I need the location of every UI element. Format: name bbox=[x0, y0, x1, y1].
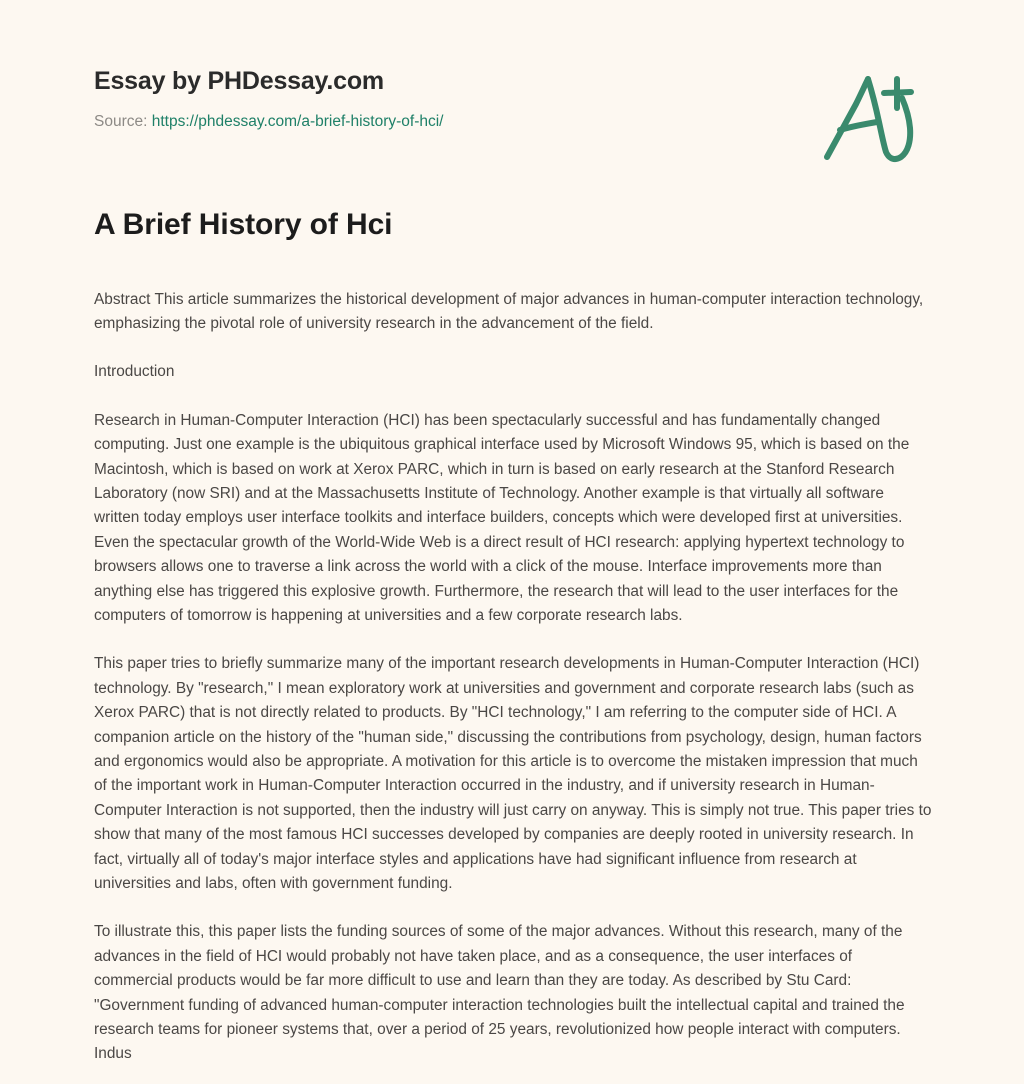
paragraph: Research in Human-Computer Interaction (HCI) has been spectacularly successful and has fundamentally changed computing. Just one example is the ubiquitous graphical interface used by Microsoft Windows 95, which is based on the Macintosh, which is based on work at Xerox PARC, which in turn is based on early research at the Stanford Research Laboratory (now SRI) and at the Massachusetts Institute of Technology. Another example is that virtually all software written today employs user interface toolkits and interface builders, concepts which were developed first at universities. Even the spectacular growth of the World-Wide Web is a direct result of HCI research: applying hypertext technology to browsers allows one to traverse a link across the world with a click of the mouse. Interface improvements more than anything else has triggered this explosive growth. Furthermore, the research that will lead to the user interfaces for the computers of tomorrow is happening at universities and a few corporate research labs. bbox=[94, 411, 910, 624]
paragraph: To illustrate this, this paper lists the funding sources of some of the major advances. Without this research, many of the advances in the field of HCI would probably not have taken place, and as a consequence, the user interfaces of commercial products would be far more difficult to use and learn than they are today. As described by Stu Card: "Government funding of advanced human-computer interaction technologies built the intellectual capital and trained the research teams for pioneer systems that, over a period of 25 years, revolutionized how people interact with computers. Indus bbox=[94, 923, 905, 1063]
brand-title: Essay by PHDessay.com bbox=[94, 67, 384, 95]
source-url-link[interactable]: https://phdessay.com/a-brief-history-of-hci/ bbox=[151, 113, 444, 130]
page-header bbox=[94, 66, 930, 132]
article bbox=[94, 206, 932, 1067]
source-line bbox=[94, 112, 930, 132]
page-title: A Brief History of Hci bbox=[94, 208, 393, 241]
article-body bbox=[94, 288, 932, 1067]
paragraph: This paper tries to briefly summarize many of the important research developments in Human-Computer Interaction (HCI) technology. By "research," I mean exploratory work at universities and government and corporate research labs (such as Xerox PARC) that is not directly related to products. By "HCI technology," I am referring to the computer side of HCI. A companion article on the history of the "human side," discussing the contributions from psychology, design, human factors and ergonomics would also be appropriate. A motivation for this article is to overcome the mistaken impression that much of the important work in Human-Computer Interaction occurred in the industry, and if university research in Human-Computer Interaction is not supported, then the industry will just carry on anyway. This is simply not true. This paper tries to show that many of the most famous HCI successes developed by companies are deeply rooted in university research. In fact, virtually all of today's major interface styles and applications have had significant influence from research at universities and labs, often with government funding. bbox=[94, 655, 932, 893]
a-plus-handwritten-logo-icon bbox=[818, 64, 922, 164]
paragraph: Abstract This article summarizes the historical development of major advances in human-computer interaction technology, emphasizing the pivotal role of university research in the advancement of the field. bbox=[94, 290, 924, 332]
section-heading-introduction: Introduction bbox=[94, 363, 175, 381]
source-label: Source: bbox=[94, 113, 148, 130]
